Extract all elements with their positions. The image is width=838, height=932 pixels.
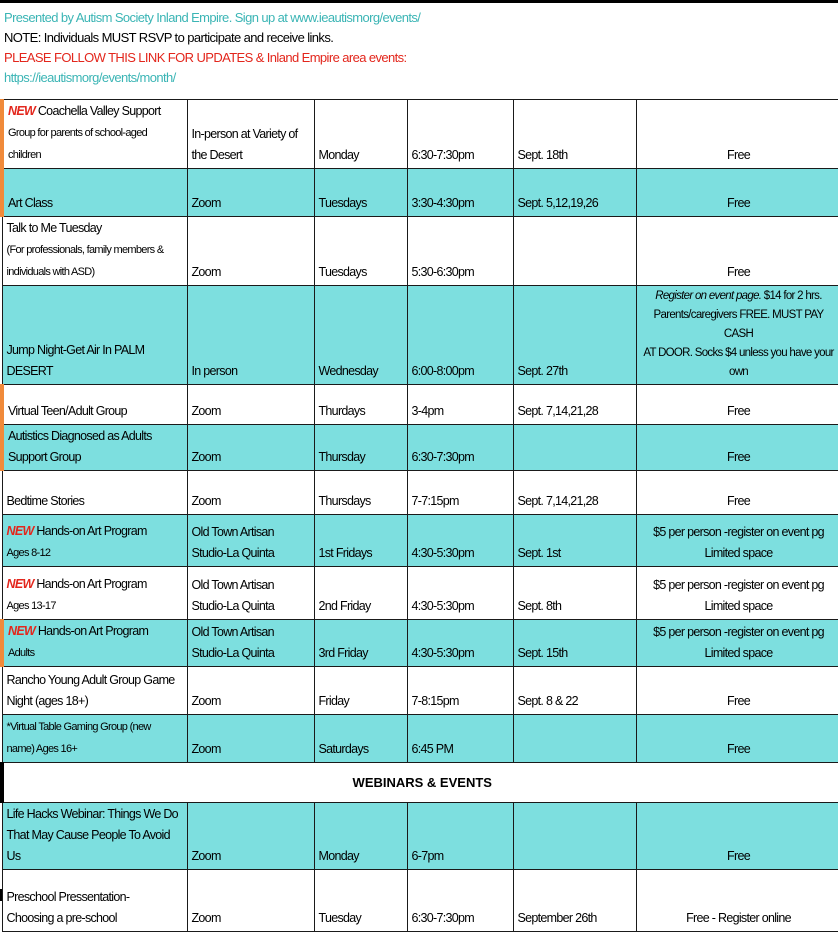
time-cell: 3-4pm <box>407 385 513 425</box>
event-name-cell: NEW Hands-on Art Program Ages 8-12 <box>2 515 187 567</box>
events-table <box>0 99 838 932</box>
event-name-cell: Talk to Me Tuesday (For professionals, family members & individuals with ASD) <box>2 217 187 286</box>
day-cell: Monday <box>314 100 407 169</box>
location-cell: Zoom <box>187 169 314 217</box>
price-cell: Free <box>636 385 838 425</box>
table-row <box>2 803 838 870</box>
location-cell: Zoom <box>187 385 314 425</box>
table-row <box>2 715 838 763</box>
dates-cell <box>513 803 636 870</box>
dates-cell: September 26th <box>513 870 636 932</box>
header-updates-line: PLEASE FOLLOW THIS LINK FOR UPDATES & Inland Empire area events: <box>4 50 407 65</box>
price-cell: Free <box>636 100 838 169</box>
new-tag: NEW <box>8 104 36 118</box>
dates-cell: Sept. 15th <box>513 620 636 667</box>
dates-cell: Sept. 8 & 22 <box>513 667 636 715</box>
time-cell: 7-8:15pm <box>407 667 513 715</box>
table-row <box>2 100 838 169</box>
dates-cell <box>513 217 636 286</box>
event-name-cell: Jump Night-Get Air In PALM DESERT <box>2 286 187 385</box>
time-cell: 5:30-6:30pm <box>407 217 513 286</box>
price-cell: $5 per person -register on event pg Limited space <box>636 620 838 667</box>
table-row <box>2 286 838 385</box>
event-name-cell: Rancho Young Adult Group Game Night (ages 18+) <box>2 667 187 715</box>
day-cell: 2nd Friday <box>314 567 407 620</box>
table-row <box>2 515 838 567</box>
dates-cell <box>513 715 636 763</box>
dates-cell: Sept. 18th <box>513 100 636 169</box>
event-name-cell: *Virtual Table Gaming Group (new name) Ages 16+ <box>2 715 187 763</box>
event-name-cell: NEW Hands-on Art Program Adults <box>2 620 187 667</box>
time-cell: 7-7:15pm <box>407 471 513 515</box>
location-cell: Zoom <box>187 870 314 932</box>
location-cell: Zoom <box>187 217 314 286</box>
price-cell: Free <box>636 803 838 870</box>
day-cell: Friday <box>314 667 407 715</box>
time-cell: 6:30-7:30pm <box>407 425 513 471</box>
location-cell: In person <box>187 286 314 385</box>
price-cell: Free <box>636 169 838 217</box>
price-cell: Register on event page. $14 for 2 hrs. Parents/caregivers FREE. MUST PAY CASH AT DOOR. Socks $4 unless you have your own <box>636 286 838 385</box>
price-cell: Free <box>636 667 838 715</box>
time-cell: 6:00-8:00pm <box>407 286 513 385</box>
price-cell: Free <box>636 425 838 471</box>
day-cell: Monday <box>314 803 407 870</box>
section-title: WEBINARS & EVENTS <box>2 763 838 803</box>
dates-cell: Sept. 7,14,21,28 <box>513 385 636 425</box>
header-rsvp-note: NOTE: Individuals MUST RSVP to participate and receive links. <box>4 30 334 45</box>
time-cell: 6:30-7:30pm <box>407 870 513 932</box>
event-name-cell: NEW Hands-on Art Program Ages 13-17 <box>2 567 187 620</box>
location-cell: Zoom <box>187 425 314 471</box>
price-cell: Free <box>636 715 838 763</box>
day-cell: Thursdays <box>314 471 407 515</box>
location-cell: Old Town Artisan Studio-La Quinta <box>187 567 314 620</box>
dates-cell: Sept. 8th <box>513 567 636 620</box>
location-cell: Old Town Artisan Studio-La Quinta <box>187 515 314 567</box>
header-events-link[interactable]: https://ieautismorg/events/month/ <box>4 70 176 85</box>
section-header-row <box>2 763 838 803</box>
table-row <box>2 385 838 425</box>
price-cell: $5 per person -register on event pg Limited space <box>636 515 838 567</box>
dates-cell <box>513 425 636 471</box>
dates-cell: Sept. 27th <box>513 286 636 385</box>
day-cell: Tuesdays <box>314 169 407 217</box>
event-name-cell: Preschool Pressentation- Choosing a pre-school <box>2 870 187 932</box>
time-cell: 6-7pm <box>407 803 513 870</box>
table-row <box>2 567 838 620</box>
location-cell: Zoom <box>187 471 314 515</box>
table-row <box>2 425 838 471</box>
time-cell: 4:30-5:30pm <box>407 567 513 620</box>
price-cell: Free <box>636 471 838 515</box>
header-notice <box>4 8 830 88</box>
dates-cell: Sept. 7,14,21,28 <box>513 471 636 515</box>
table-row <box>2 620 838 667</box>
table-row <box>2 169 838 217</box>
location-cell: In-person at Variety of the Desert <box>187 100 314 169</box>
table-row <box>2 217 838 286</box>
location-cell: Zoom <box>187 715 314 763</box>
time-cell: 6:30-7:30pm <box>407 100 513 169</box>
time-cell: 6:45 PM <box>407 715 513 763</box>
dates-cell: Sept. 5,12,19,26 <box>513 169 636 217</box>
day-cell: Saturdays <box>314 715 407 763</box>
time-cell: 4:30-5:30pm <box>407 515 513 567</box>
table-row <box>2 667 838 715</box>
location-cell: Zoom <box>187 667 314 715</box>
day-cell: Thursday <box>314 425 407 471</box>
time-cell: 4:30-5:30pm <box>407 620 513 667</box>
price-cell: Free <box>636 217 838 286</box>
event-name-cell: Art Class <box>2 169 187 217</box>
day-cell: 3rd Friday <box>314 620 407 667</box>
event-name-cell: Life Hacks Webinar: Things We Do That May Cause People To Avoid Us <box>2 803 187 870</box>
event-name-cell: Autistics Diagnosed as Adults Support Group <box>2 425 187 471</box>
day-cell: Tuesday <box>314 870 407 932</box>
day-cell: 1st Fridays <box>314 515 407 567</box>
day-cell: Tuesdays <box>314 217 407 286</box>
day-cell: Wednesday <box>314 286 407 385</box>
event-name-cell: Bedtime Stories <box>2 471 187 515</box>
time-cell: 3:30-4:30pm <box>407 169 513 217</box>
event-name-cell: NEW Coachella Valley Support Group for parents of school-aged children <box>2 100 187 169</box>
table-row <box>2 471 838 515</box>
price-cell: $5 per person -register on event pg Limited space <box>636 567 838 620</box>
dates-cell: Sept. 1st <box>513 515 636 567</box>
location-cell: Old Town Artisan Studio-La Quinta <box>187 620 314 667</box>
event-name-cell: Virtual Teen/Adult Group <box>2 385 187 425</box>
day-cell: Thurdays <box>314 385 407 425</box>
price-cell: Free - Register online <box>636 870 838 932</box>
location-cell: Zoom <box>187 803 314 870</box>
header-signup-line: Presented by Autism Society Inland Empire. Sign up at www.ieautismorg/events/ <box>4 10 421 25</box>
